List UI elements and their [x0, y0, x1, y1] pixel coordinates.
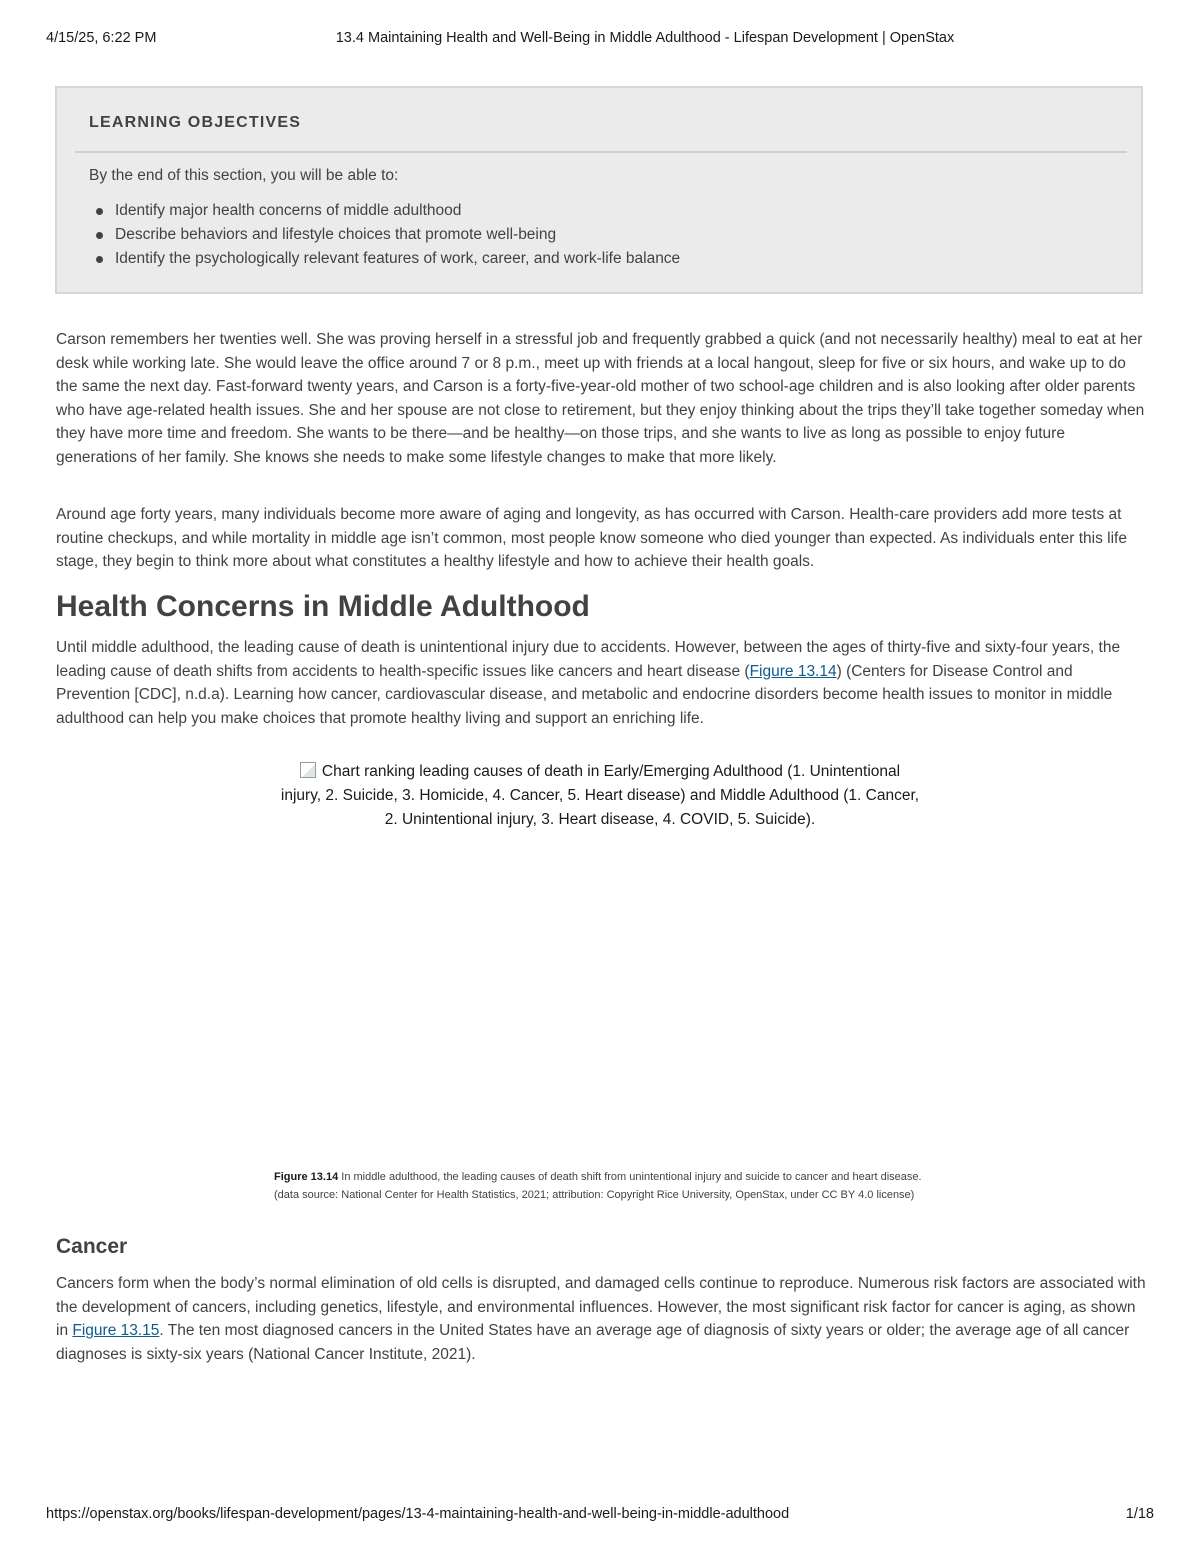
figure-13-14-link[interactable]: Figure 13.14 [749, 662, 837, 680]
divider [75, 151, 1127, 153]
intro-paragraph: Carson remembers her twenties well. She was proving herself in a stressful job and frequently grabbed a quick (and not necessarily healthy) meal to eat at her desk while working late. She would leave the office around 7 or 8 p.m., meet up with friends at a local hangout, sleep for five or six hours, and wake up to do the same the next day. Fast-forward twenty years, and Carson is a forty-five-year-old mother of two school-age children and is also looking after older parents who have age-related health issues. She and her spouse are not close to retirement, but they enjoy thinking about the trips they’ll take together someday when they have more time and freedom. She wants to be there—and be healthy—on those trips, and she wants to live as long as possible to enjoy future generations of her family. She knows she needs to make some lifestyle changes to make that more likely. [56, 331, 1145, 466]
learning-objectives-list [89, 199, 680, 271]
print-footer [46, 1506, 1154, 1526]
cancer-heading-block [56, 1235, 1146, 1259]
paragraph-text: ) (Centers for Disease Control and Prevention [CDC], n.d.a). Learning how cancer, cardiovascular disease, and metabolic and endocrine disorders become health issues to monitor in middle adulthood can help you make choices that promote healthy living and support an enriching life. [56, 662, 1113, 727]
intro-paragraph: Around age forty years, many individuals become more aware of aging and longevity, as has occurred with Carson. Health-care providers add more tests at routine checkups, and while mortality in middle age isn’t common, most people know someone who died younger than expected. As individuals enter this life stage, they begin to think more about what constitutes a healthy lifestyle and how to achieve their health goals. [56, 506, 1127, 570]
learning-objectives-box [55, 86, 1143, 294]
cancer-paragraph [56, 1272, 1146, 1366]
intro-paragraph-1-block [56, 328, 1146, 469]
figure-caption [274, 1169, 934, 1204]
figure-caption-label: Figure 13.14 [274, 1171, 339, 1183]
health-concerns-paragraph [56, 636, 1146, 730]
subsection-heading: Cancer [56, 1235, 128, 1258]
cancer-paragraph-block [56, 1272, 1146, 1366]
objective-item: Describe behaviors and lifestyle choices that promote well-being [89, 223, 680, 247]
page-number: 1/18 [1125, 1506, 1154, 1522]
health-concerns-paragraph-block [56, 636, 1146, 730]
print-page-title: 13.4 Maintaining Health and Well-Being in Middle Adulthood - Lifespan Development | OpenStax [335, 30, 955, 46]
objective-item: Identify major health concerns of middle adulthood [89, 199, 680, 223]
learning-objectives-heading: LEARNING OBJECTIVES [89, 114, 302, 131]
paragraph-text: Cancers form when the body’s normal elimination of old cells is disrupted, and damaged cells continue to reproduce. Numerous risk factors are associated with the development of cancers, including genetics, lifestyle, and environmental influences. However, the most significant risk factor for cancer is aging, as shown in [56, 1275, 1146, 1339]
print-url: https://openstax.org/books/lifespan-development/pages/13-4-maintaining-health-and-well-being-in-middle-adulthood [46, 1506, 790, 1522]
objective-item: Identify the psychologically relevant features of work, career, and work-life balance [89, 247, 680, 271]
paragraph-text: . The ten most diagnosed cancers in the United States have an average age of diagnosis of sixty years or older; the average age of all cancer diagnoses is sixty-six years (National Cancer Institute, 2021). [56, 1322, 1130, 1363]
intro-paragraph-2-block [56, 503, 1146, 574]
learning-objectives-intro: By the end of this section, you will be able to: [89, 167, 399, 184]
print-datetime: 4/15/25, 6:22 PM [46, 30, 157, 46]
figure-image-placeholder [272, 760, 928, 1150]
figure-alt-text-block [272, 760, 928, 832]
print-header [46, 30, 1154, 50]
health-concerns-heading-block [56, 589, 1146, 625]
figure-alt-text: Chart ranking leading causes of death in Early/Emerging Adulthood (1. Unintentional injury, 2. Suicide, 3. Homicide, 4. Cancer, 5. Heart disease) and Middle Adulthood (1. Cancer, 2. Unintentional injury, 3. Heart disease, 4. COVID, 5. Suicide). [280, 763, 920, 828]
figure-caption-text: In middle adulthood, the leading causes of death shift from unintentional injury and suicide to cancer and heart disease. (data source: National Center for Health Statistics, 2021; attribution: Copyright Rice University, OpenStax, under CC BY 4.0 license) [274, 1171, 922, 1201]
section-heading: Health Concerns in Middle Adulthood [56, 590, 590, 623]
figure-13-15-link[interactable]: Figure 13.15 [72, 1322, 160, 1339]
paragraph-text: Until middle adulthood, the leading cause of death is unintentional injury due to accidents. However, between the ages of thirty-five and sixty-four years, the leading cause of death shifts from accidents to health-specific issues like cancers and heart disease ( [56, 639, 1121, 680]
broken-image-icon [300, 762, 316, 778]
